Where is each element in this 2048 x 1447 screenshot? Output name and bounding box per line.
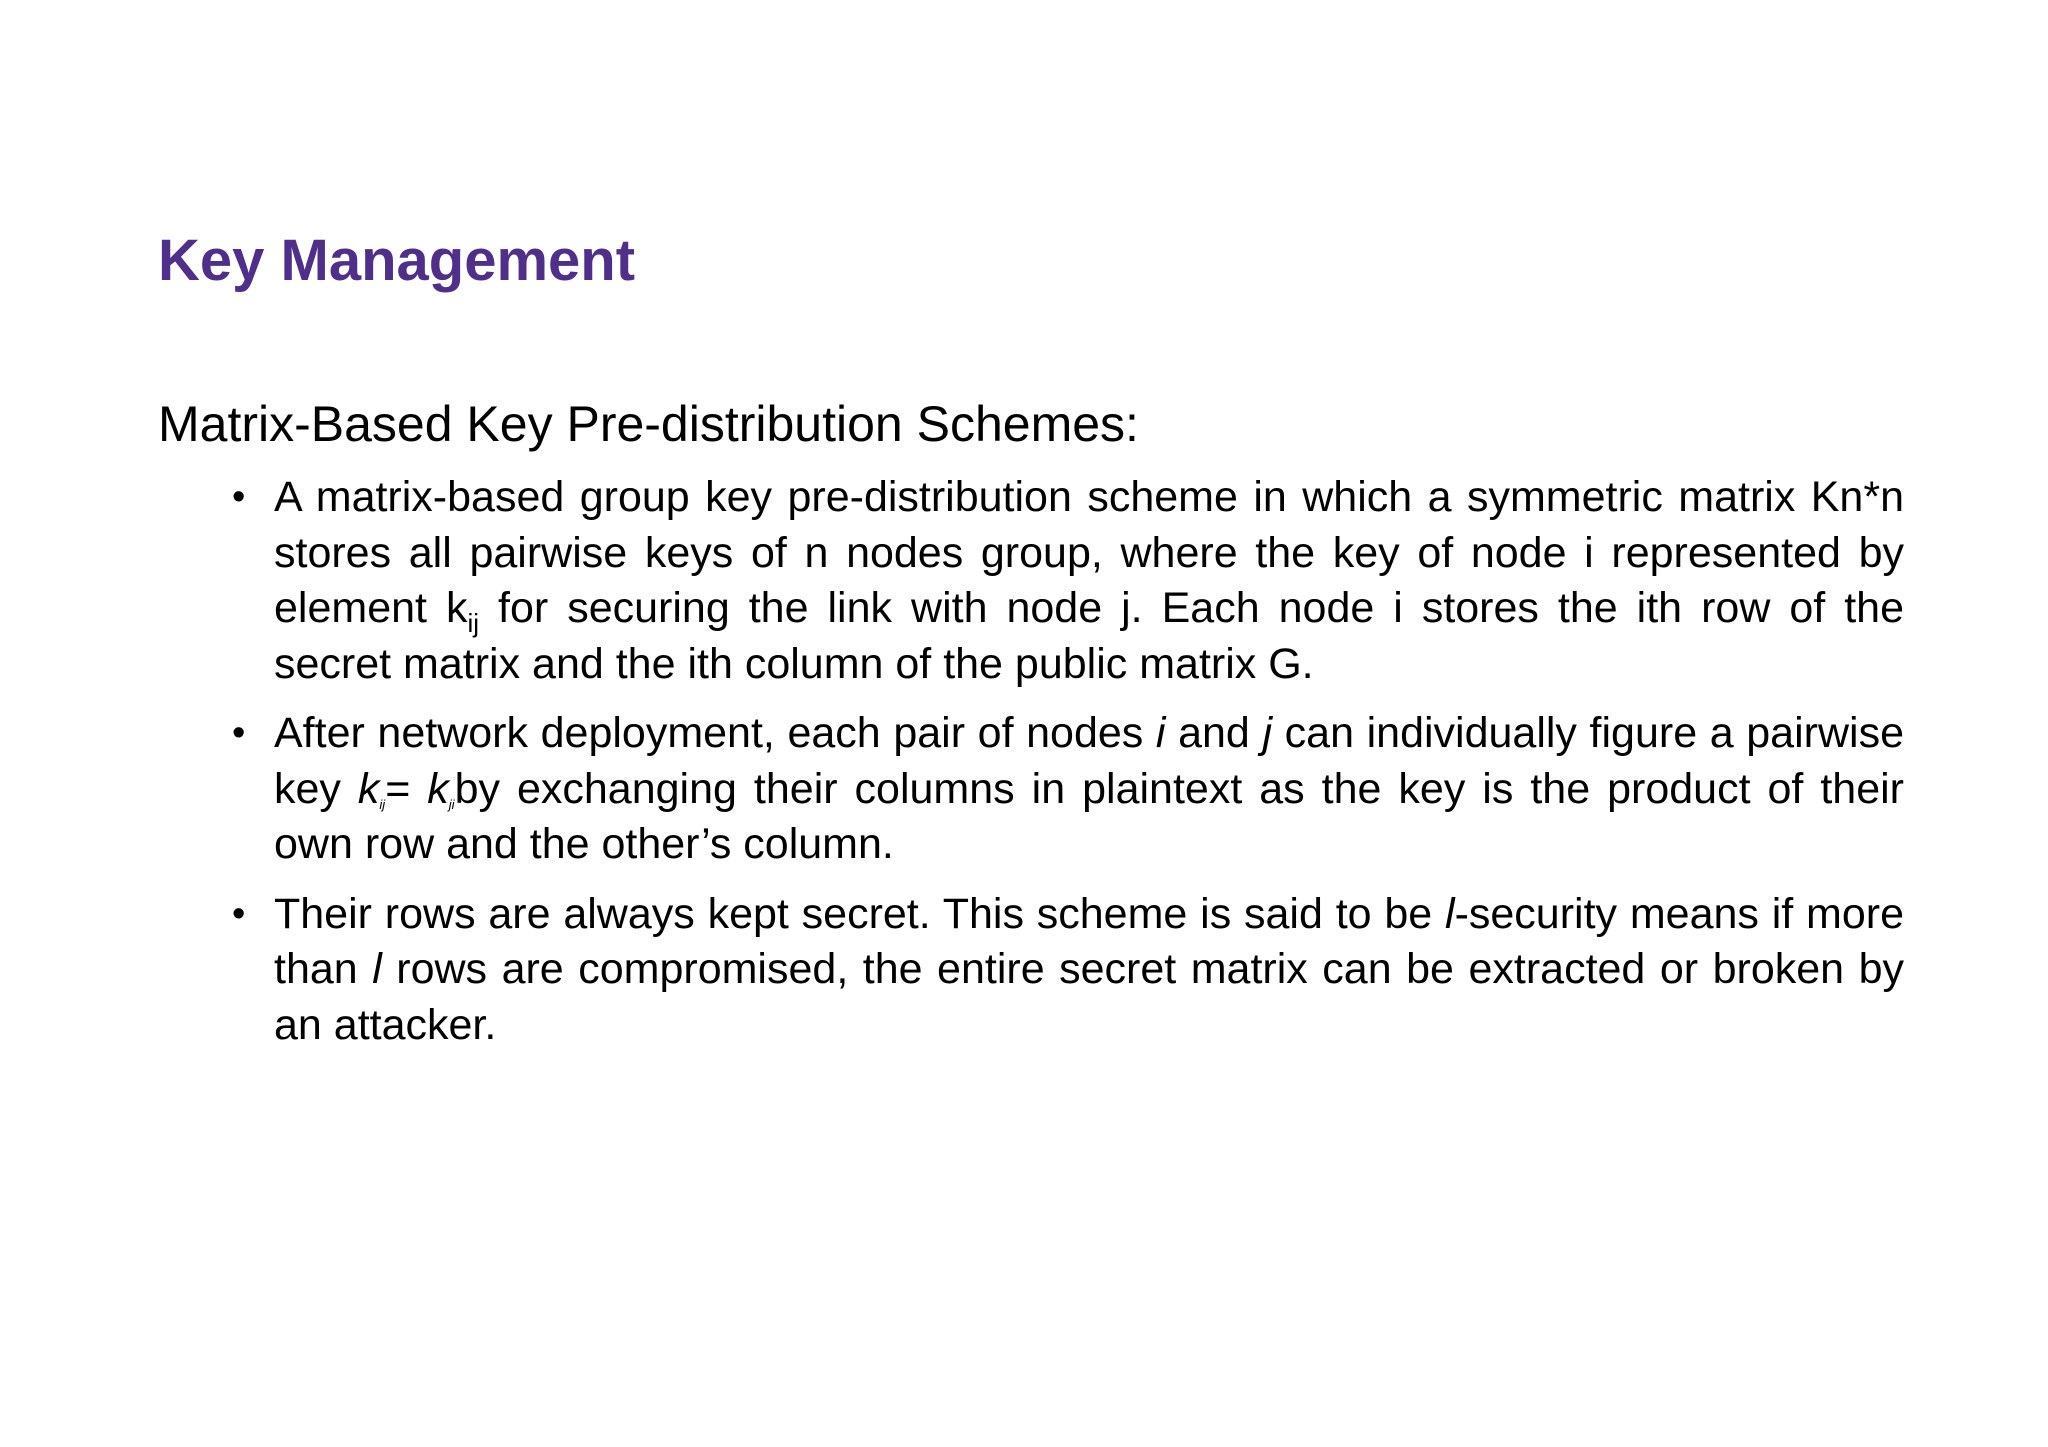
equals-sign: = (385, 764, 428, 813)
variable-i: i (1155, 709, 1166, 757)
bullet-text: Their rows are always kept secret. This scheme is said to be (274, 889, 1446, 938)
bullet-icon: • (232, 892, 246, 935)
bullet-item-matrix-scheme (232, 470, 1904, 692)
bullet-text: A matrix-based group key pre-distribution scheme in which a symmetric matrix Kn*n stores all pairwise keys of n nodes group, where the key of node i represented by element k (274, 473, 1904, 632)
bullet-icon: • (232, 712, 246, 754)
bullet-text: by exchanging their columns in plaintext as the key is the product of their own row and the other’s column. (274, 764, 1905, 868)
subscript: ij (467, 608, 480, 638)
bullet-icon: • (232, 476, 246, 518)
variable-l: l (1445, 889, 1455, 938)
bullet-item-l-security (232, 887, 1904, 1054)
slide-title: Key Management (158, 228, 636, 293)
bullet-list (232, 470, 1904, 1067)
subscript: ji (448, 796, 455, 812)
bullet-text: rows are compromised, the entire secret matrix can be extracted or broken by an attacker. (274, 945, 1904, 1049)
bullet-text: can individually figure a pairwise key (274, 709, 1904, 813)
variable-l: l (372, 945, 382, 993)
variable-k: k (427, 764, 449, 813)
section-heading: Matrix-Based Key Pre-distribution Schemes: (158, 396, 1139, 452)
bullet-text: -security means if more than (274, 889, 1905, 993)
variable-j: j (1262, 709, 1273, 757)
bullet-item-pairwise-key (232, 706, 1904, 873)
bullet-text: and (1165, 709, 1263, 757)
variable-k: k (357, 764, 380, 813)
subscript: ij (379, 796, 386, 812)
bullet-text: for securing the link with node j. Each node i stores the ith row of the secret matrix and the ith column of the public matrix G. (274, 584, 1904, 688)
bullet-text: After network deployment, each pair of nodes (274, 709, 1156, 757)
